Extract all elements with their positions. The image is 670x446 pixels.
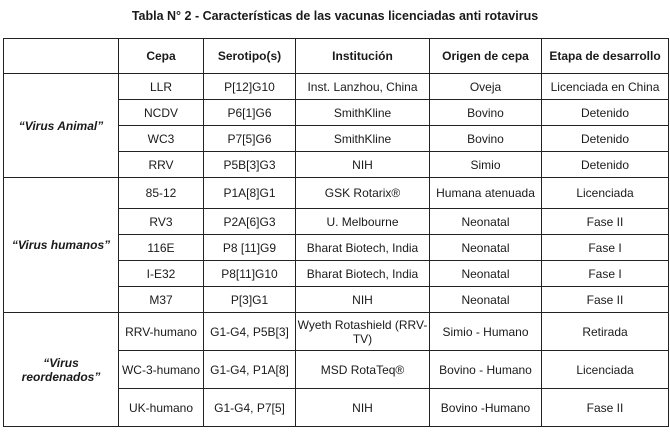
cell-institucion: NIH bbox=[296, 152, 430, 178]
cell-origen: Humana atenuada bbox=[430, 178, 542, 209]
cell-serotipo: P5B[3]G3 bbox=[204, 152, 296, 178]
cell-etapa: Detenido bbox=[542, 126, 669, 152]
cell-etapa: Fase I bbox=[542, 261, 669, 287]
cell-etapa: Licenciada bbox=[542, 178, 669, 209]
cell-institucion: U. Melbourne bbox=[296, 209, 430, 235]
header-cepa: Cepa bbox=[119, 39, 204, 74]
cell-serotipo: G1-G4, P7[5] bbox=[204, 389, 296, 427]
cell-institucion: Bharat Biotech, India bbox=[296, 261, 430, 287]
cell-etapa: Fase II bbox=[542, 389, 669, 427]
cell-etapa: Licenciada en China bbox=[542, 74, 669, 100]
cell-serotipo: G1-G4, P5B[3] bbox=[204, 313, 296, 351]
group-label-reordenados bbox=[4, 313, 119, 427]
cell-institucion: Wyeth Rotashield (RRV-TV) bbox=[296, 313, 430, 351]
cell-etapa: Licenciada bbox=[542, 351, 669, 389]
cell-cepa: M37 bbox=[119, 287, 204, 313]
cell-serotipo: P1A[8]G1 bbox=[204, 178, 296, 209]
cell-origen: Neonatal bbox=[430, 209, 542, 235]
cell-cepa: 116E bbox=[119, 235, 204, 261]
cell-origen: Neonatal bbox=[430, 261, 542, 287]
cell-institucion: GSK Rotarix® bbox=[296, 178, 430, 209]
cell-cepa: 85-12 bbox=[119, 178, 204, 209]
cell-serotipo: P8[11]G10 bbox=[204, 261, 296, 287]
header-group bbox=[4, 39, 119, 74]
cell-institucion: NIH bbox=[296, 389, 430, 427]
cell-etapa: Fase II bbox=[542, 209, 669, 235]
cell-etapa: Fase I bbox=[542, 235, 669, 261]
cell-serotipo: P2A[6]G3 bbox=[204, 209, 296, 235]
cell-cepa: RV3 bbox=[119, 209, 204, 235]
cell-cepa: RRV bbox=[119, 152, 204, 178]
cell-institucion: MSD RotaTeq® bbox=[296, 351, 430, 389]
cell-cepa: I-E32 bbox=[119, 261, 204, 287]
cell-serotipo: P7[5]G6 bbox=[204, 126, 296, 152]
cell-origen: Bovino - Humano bbox=[430, 351, 542, 389]
group-label-humanos: “Virus humanos” bbox=[4, 178, 119, 313]
cell-etapa: Retirada bbox=[542, 313, 669, 351]
cell-etapa: Fase II bbox=[542, 287, 669, 313]
table-title: Tabla N° 2 - Características de las vacunas licenciadas anti rotavirus bbox=[131, 9, 539, 23]
cell-serotipo: P8 [11]G9 bbox=[204, 235, 296, 261]
table-row bbox=[4, 74, 669, 100]
cell-origen: Neonatal bbox=[430, 235, 542, 261]
cell-origen: Oveja bbox=[430, 74, 542, 100]
cell-cepa: LLR bbox=[119, 74, 204, 100]
cell-cepa: WC-3-humano bbox=[119, 351, 204, 389]
cell-serotipo: G1-G4, P1A[8] bbox=[204, 351, 296, 389]
cell-serotipo: P[3]G1 bbox=[204, 287, 296, 313]
table-row bbox=[4, 313, 669, 351]
cell-origen: Bovino -Humano bbox=[430, 389, 542, 427]
cell-institucion: NIH bbox=[296, 287, 430, 313]
cell-origen: Bovino bbox=[430, 100, 542, 126]
header-etapa: Etapa de desarrollo bbox=[542, 39, 669, 74]
cell-cepa: RRV-humano bbox=[119, 313, 204, 351]
vaccine-table bbox=[3, 38, 669, 427]
header-serotipo: Serotipo(s) bbox=[204, 39, 296, 74]
cell-institucion: Inst. Lanzhou, China bbox=[296, 74, 430, 100]
table-row bbox=[4, 178, 669, 209]
cell-institucion: SmithKline bbox=[296, 126, 430, 152]
group-label-line: “Virus bbox=[43, 355, 79, 370]
cell-origen: Neonatal bbox=[430, 287, 542, 313]
cell-origen: Bovino bbox=[430, 126, 542, 152]
cell-serotipo: P6[1]G6 bbox=[204, 100, 296, 126]
header-origen: Origen de cepa bbox=[430, 39, 542, 74]
header-institucion: Institución bbox=[296, 39, 430, 74]
cell-cepa: UK-humano bbox=[119, 389, 204, 427]
cell-etapa: Detenido bbox=[542, 100, 669, 126]
cell-origen: Simio - Humano bbox=[430, 313, 542, 351]
cell-etapa: Detenido bbox=[542, 152, 669, 178]
cell-cepa: WC3 bbox=[119, 126, 204, 152]
cell-institucion: SmithKline bbox=[296, 100, 430, 126]
cell-serotipo: P[12]G10 bbox=[204, 74, 296, 100]
group-label-animal: “Virus Animal” bbox=[4, 74, 119, 178]
cell-origen: Simio bbox=[430, 152, 542, 178]
group-label-line: reordenados” bbox=[21, 369, 101, 384]
cell-cepa: NCDV bbox=[119, 100, 204, 126]
cell-institucion: Bharat Biotech, India bbox=[296, 235, 430, 261]
header-row bbox=[4, 39, 669, 74]
